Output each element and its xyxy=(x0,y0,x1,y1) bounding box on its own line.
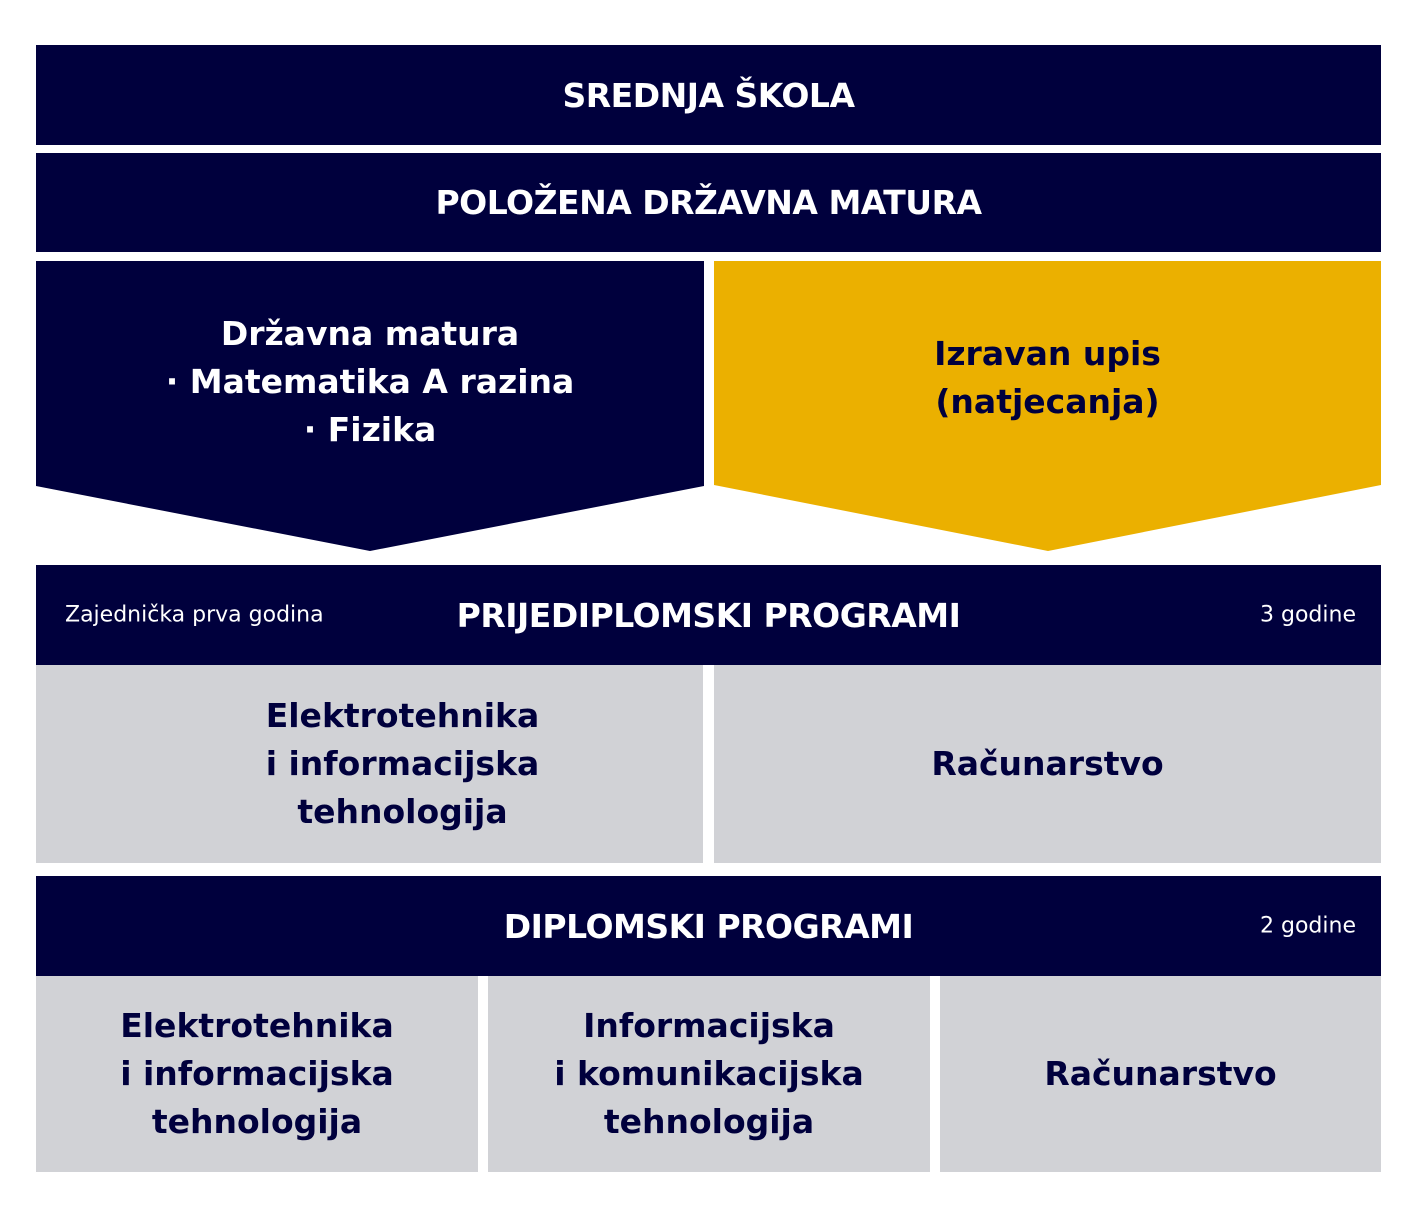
program-name-line: Računarstvo xyxy=(931,744,1164,783)
direct-enrollment-line2: (natjecanja) xyxy=(935,382,1160,421)
direct-enrollment-arrow xyxy=(714,261,1381,552)
high-school-title: SREDNJA ŠKOLA xyxy=(562,75,855,115)
program-name-line: i komunikacijska xyxy=(554,1054,864,1093)
state-exam-requirements xyxy=(36,310,704,454)
graduate-program-ict xyxy=(488,976,930,1172)
direct-enrollment xyxy=(714,330,1381,426)
program-name-line: Računarstvo xyxy=(1044,1054,1277,1093)
direct-enrollment-line1: Izravan upis xyxy=(934,334,1161,373)
program-name-line: Elektrotehnika xyxy=(120,1006,394,1045)
undergraduate-bar xyxy=(36,565,1381,665)
graduate-program-computing xyxy=(940,976,1381,1172)
state-exam-title: POLOŽENA DRŽAVNA MATURA xyxy=(435,183,982,222)
undergraduate-program-eit xyxy=(36,665,703,863)
graduate-bar xyxy=(36,876,1381,976)
common-first-year-note: Zajednička prva godina xyxy=(65,602,324,628)
graduate-duration: 2 godine xyxy=(1260,913,1356,939)
program-name-line: tehnologija xyxy=(151,1102,363,1141)
program-name-line: tehnologija xyxy=(603,1102,815,1141)
program-name-line: Informacijska xyxy=(583,1006,835,1045)
undergraduate-duration: 3 godine xyxy=(1260,602,1356,628)
undergraduate-program-computing xyxy=(714,665,1381,863)
requirements-heading: Državna matura xyxy=(220,314,520,353)
high-school-bar xyxy=(36,45,1381,145)
program-name-line: Elektrotehnika xyxy=(265,696,540,735)
program-name-line: i informacijska xyxy=(120,1054,394,1093)
requirement-math: · Matematika A razina xyxy=(165,362,575,401)
requirement-physics: · Fizika xyxy=(303,410,437,449)
state-exam-bar xyxy=(36,153,1381,252)
graduate-title: DIPLOMSKI PROGRAMI xyxy=(503,906,914,946)
program-name-line: tehnologija xyxy=(297,792,508,831)
undergraduate-title: PRIJEDIPLOMSKI PROGRAMI xyxy=(456,595,961,635)
graduate-program-eit xyxy=(36,976,478,1172)
state-exam-requirements-arrow xyxy=(36,261,704,552)
program-name-line: i informacijska xyxy=(265,744,540,783)
